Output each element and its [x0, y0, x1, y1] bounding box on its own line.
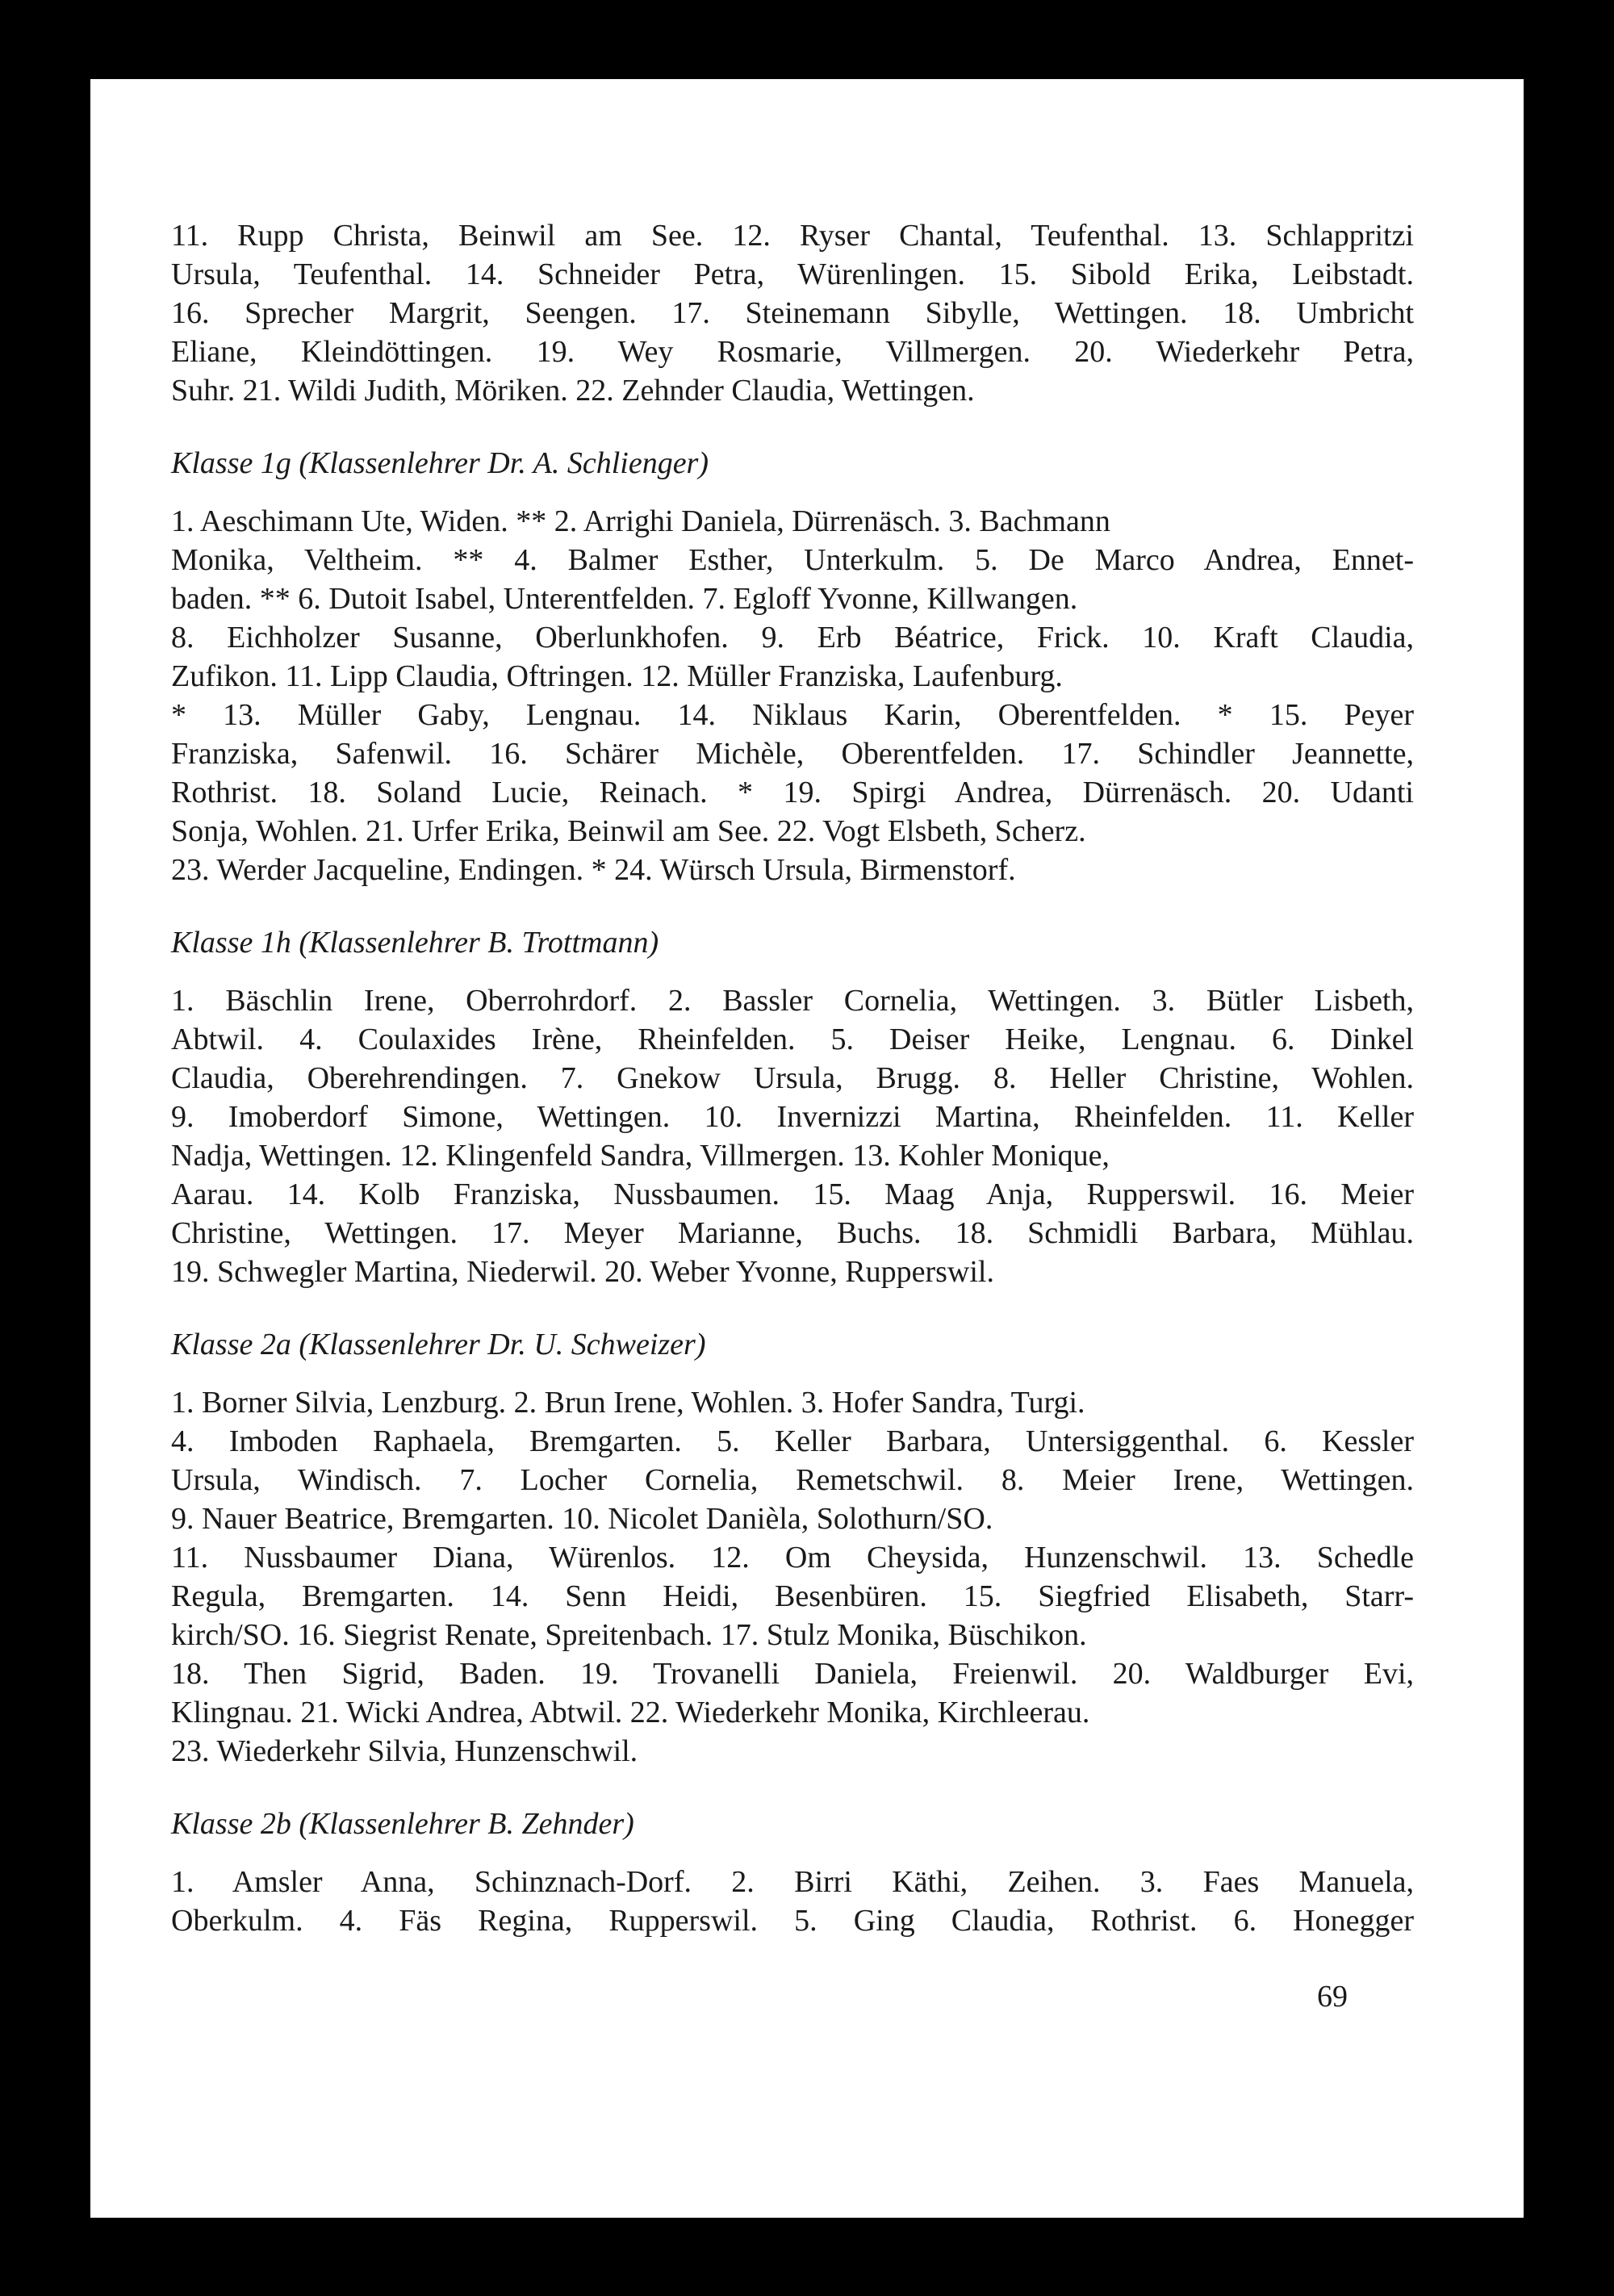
class-section-1g [171, 444, 1414, 889]
text-line: Nadja, Wettingen. 12. Klingenfeld Sandra, Villmergen. 13. Kohler Monique, [171, 1139, 1110, 1173]
section-heading: Klasse 2a (Klassenlehrer Dr. U. Schweizer) [171, 1328, 706, 1361]
text-line: 8. Eichholzer Susanne, Oberlunkhofen. 9. Erb Béatrice, Frick. 10. Kraft Claudia, [171, 621, 1414, 655]
section-heading: Klasse 2b (Klassenlehrer B. Zehnder) [171, 1807, 634, 1841]
text-line: 1. Aeschimann Ute, Widen. ** 2. Arrighi Daniela, Dürrenäsch. 3. Bachmann [171, 504, 1110, 538]
text-line: Ursula, Windisch. 7. Locher Cornelia, Remetschwil. 8. Meier Irene, Wettingen. [171, 1463, 1414, 1497]
page-number: 69 [1317, 1980, 1348, 2014]
text-line: 23. Werder Jacqueline, Endingen. * 24. Würsch Ursula, Birmenstorf. [171, 853, 1016, 887]
text-line: Suhr. 21. Wildi Judith, Möriken. 22. Zehnder Claudia, Wettingen. [171, 374, 975, 408]
text-line: Klingnau. 21. Wicki Andrea, Abtwil. 22. Wiederkehr Monika, Kirchleerau. [171, 1696, 1090, 1729]
text-line: Rothrist. 18. Soland Lucie, Reinach. * 19. Spirgi Andrea, Dürrenäsch. 20. Udanti [171, 776, 1414, 809]
text-line: Aarau. 14. Kolb Franziska, Nussbaumen. 15. Maag Anja, Rupperswil. 16. Meier [171, 1177, 1414, 1211]
text-line: 4. Imboden Raphaela, Bremgarten. 5. Keller Barbara, Untersiggenthal. 6. Kessler [171, 1424, 1414, 1458]
text-line: Abtwil. 4. Coulaxides Irène, Rheinfelden. 5. Deiser Heike, Lengnau. 6. Dinkel [171, 1023, 1414, 1056]
document-page [90, 79, 1524, 2218]
text-line: 19. Schwegler Martina, Niederwil. 20. Weber Yvonne, Rupperswil. [171, 1255, 994, 1289]
text-line: Monika, Veltheim. ** 4. Balmer Esther, Unterkulm. 5. De Marco Andrea, Ennet- [171, 543, 1414, 577]
intro-block [171, 216, 1414, 410]
text-line: 23. Wiederkehr Silvia, Hunzenschwil. [171, 1734, 638, 1768]
text-line: 1. Borner Silvia, Lenzburg. 2. Brun Irene, Wohlen. 3. Hofer Sandra, Turgi. [171, 1386, 1085, 1420]
text-line: Christine, Wettingen. 17. Meyer Marianne, Buchs. 18. Schmidli Barbara, Mühlau. [171, 1216, 1414, 1250]
section-heading: Klasse 1g (Klassenlehrer Dr. A. Schlienger) [171, 446, 709, 480]
text-line: 11. Nussbaumer Diana, Würenlos. 12. Om Cheysida, Hunzenschwil. 13. Schedle [171, 1541, 1414, 1575]
text-line: Oberkulm. 4. Fäs Regina, Rupperswil. 5. Ging Claudia, Rothrist. 6. Honegger [171, 1904, 1414, 1938]
text-line: 18. Then Sigrid, Baden. 19. Trovanelli Daniela, Freienwil. 20. Waldburger Evi, [171, 1657, 1414, 1691]
class-section-2b [171, 1805, 1414, 1940]
text-line: Ursula, Teufenthal. 14. Schneider Petra, Würenlingen. 15. Sibold Erika, Leibstadt. [171, 257, 1414, 291]
text-line: Zufikon. 11. Lipp Claudia, Oftringen. 12. Müller Franziska, Laufenburg. [171, 659, 1063, 693]
text-line: Sonja, Wohlen. 21. Urfer Erika, Beinwil am See. 22. Vogt Elsbeth, Scherz. [171, 814, 1086, 848]
text-line: Franziska, Safenwil. 16. Schärer Michèle, Oberentfelden. 17. Schindler Jeannette, [171, 737, 1414, 771]
text-line: Regula, Bremgarten. 14. Senn Heidi, Besenbüren. 15. Siegfried Elisabeth, Starr- [171, 1579, 1414, 1613]
text-line: Claudia, Oberehrendingen. 7. Gnekow Ursula, Brugg. 8. Heller Christine, Wohlen. [171, 1061, 1414, 1095]
text-line: 16. Sprecher Margrit, Seengen. 17. Steinemann Sibylle, Wettingen. 18. Umbricht [171, 296, 1414, 330]
text-line: 9. Nauer Beatrice, Bremgarten. 10. Nicolet Danièla, Solothurn/SO. [171, 1502, 993, 1536]
text-line: 11. Rupp Christa, Beinwil am See. 12. Ryser Chantal, Teufenthal. 13. Schlappritzi [171, 219, 1414, 253]
class-section-2a [171, 1325, 1414, 1771]
text-line: 1. Bäschlin Irene, Oberrohrdorf. 2. Bassler Cornelia, Wettingen. 3. Bütler Lisbeth, [171, 984, 1414, 1018]
text-line: 9. Imoberdorf Simone, Wettingen. 10. Invernizzi Martina, Rheinfelden. 11. Keller [171, 1100, 1414, 1134]
text-line: baden. ** 6. Dutoit Isabel, Unterentfelden. 7. Egloff Yvonne, Killwangen. [171, 582, 1078, 616]
text-line: 1. Amsler Anna, Schinznach-Dorf. 2. Birri Käthi, Zeihen. 3. Faes Manuela, [171, 1865, 1414, 1899]
text-line: * 13. Müller Gaby, Lengnau. 14. Niklaus Karin, Oberentfelden. * 15. Peyer [171, 698, 1414, 732]
page-body [171, 216, 1414, 1940]
section-heading: Klasse 1h (Klassenlehrer B. Trottmann) [171, 926, 659, 960]
class-section-1h [171, 923, 1414, 1291]
text-line: kirch/SO. 16. Siegrist Renate, Spreitenbach. 17. Stulz Monika, Büschikon. [171, 1618, 1087, 1652]
text-line: Eliane, Kleindöttingen. 19. Wey Rosmarie, Villmergen. 20. Wiederkehr Petra, [171, 335, 1414, 369]
